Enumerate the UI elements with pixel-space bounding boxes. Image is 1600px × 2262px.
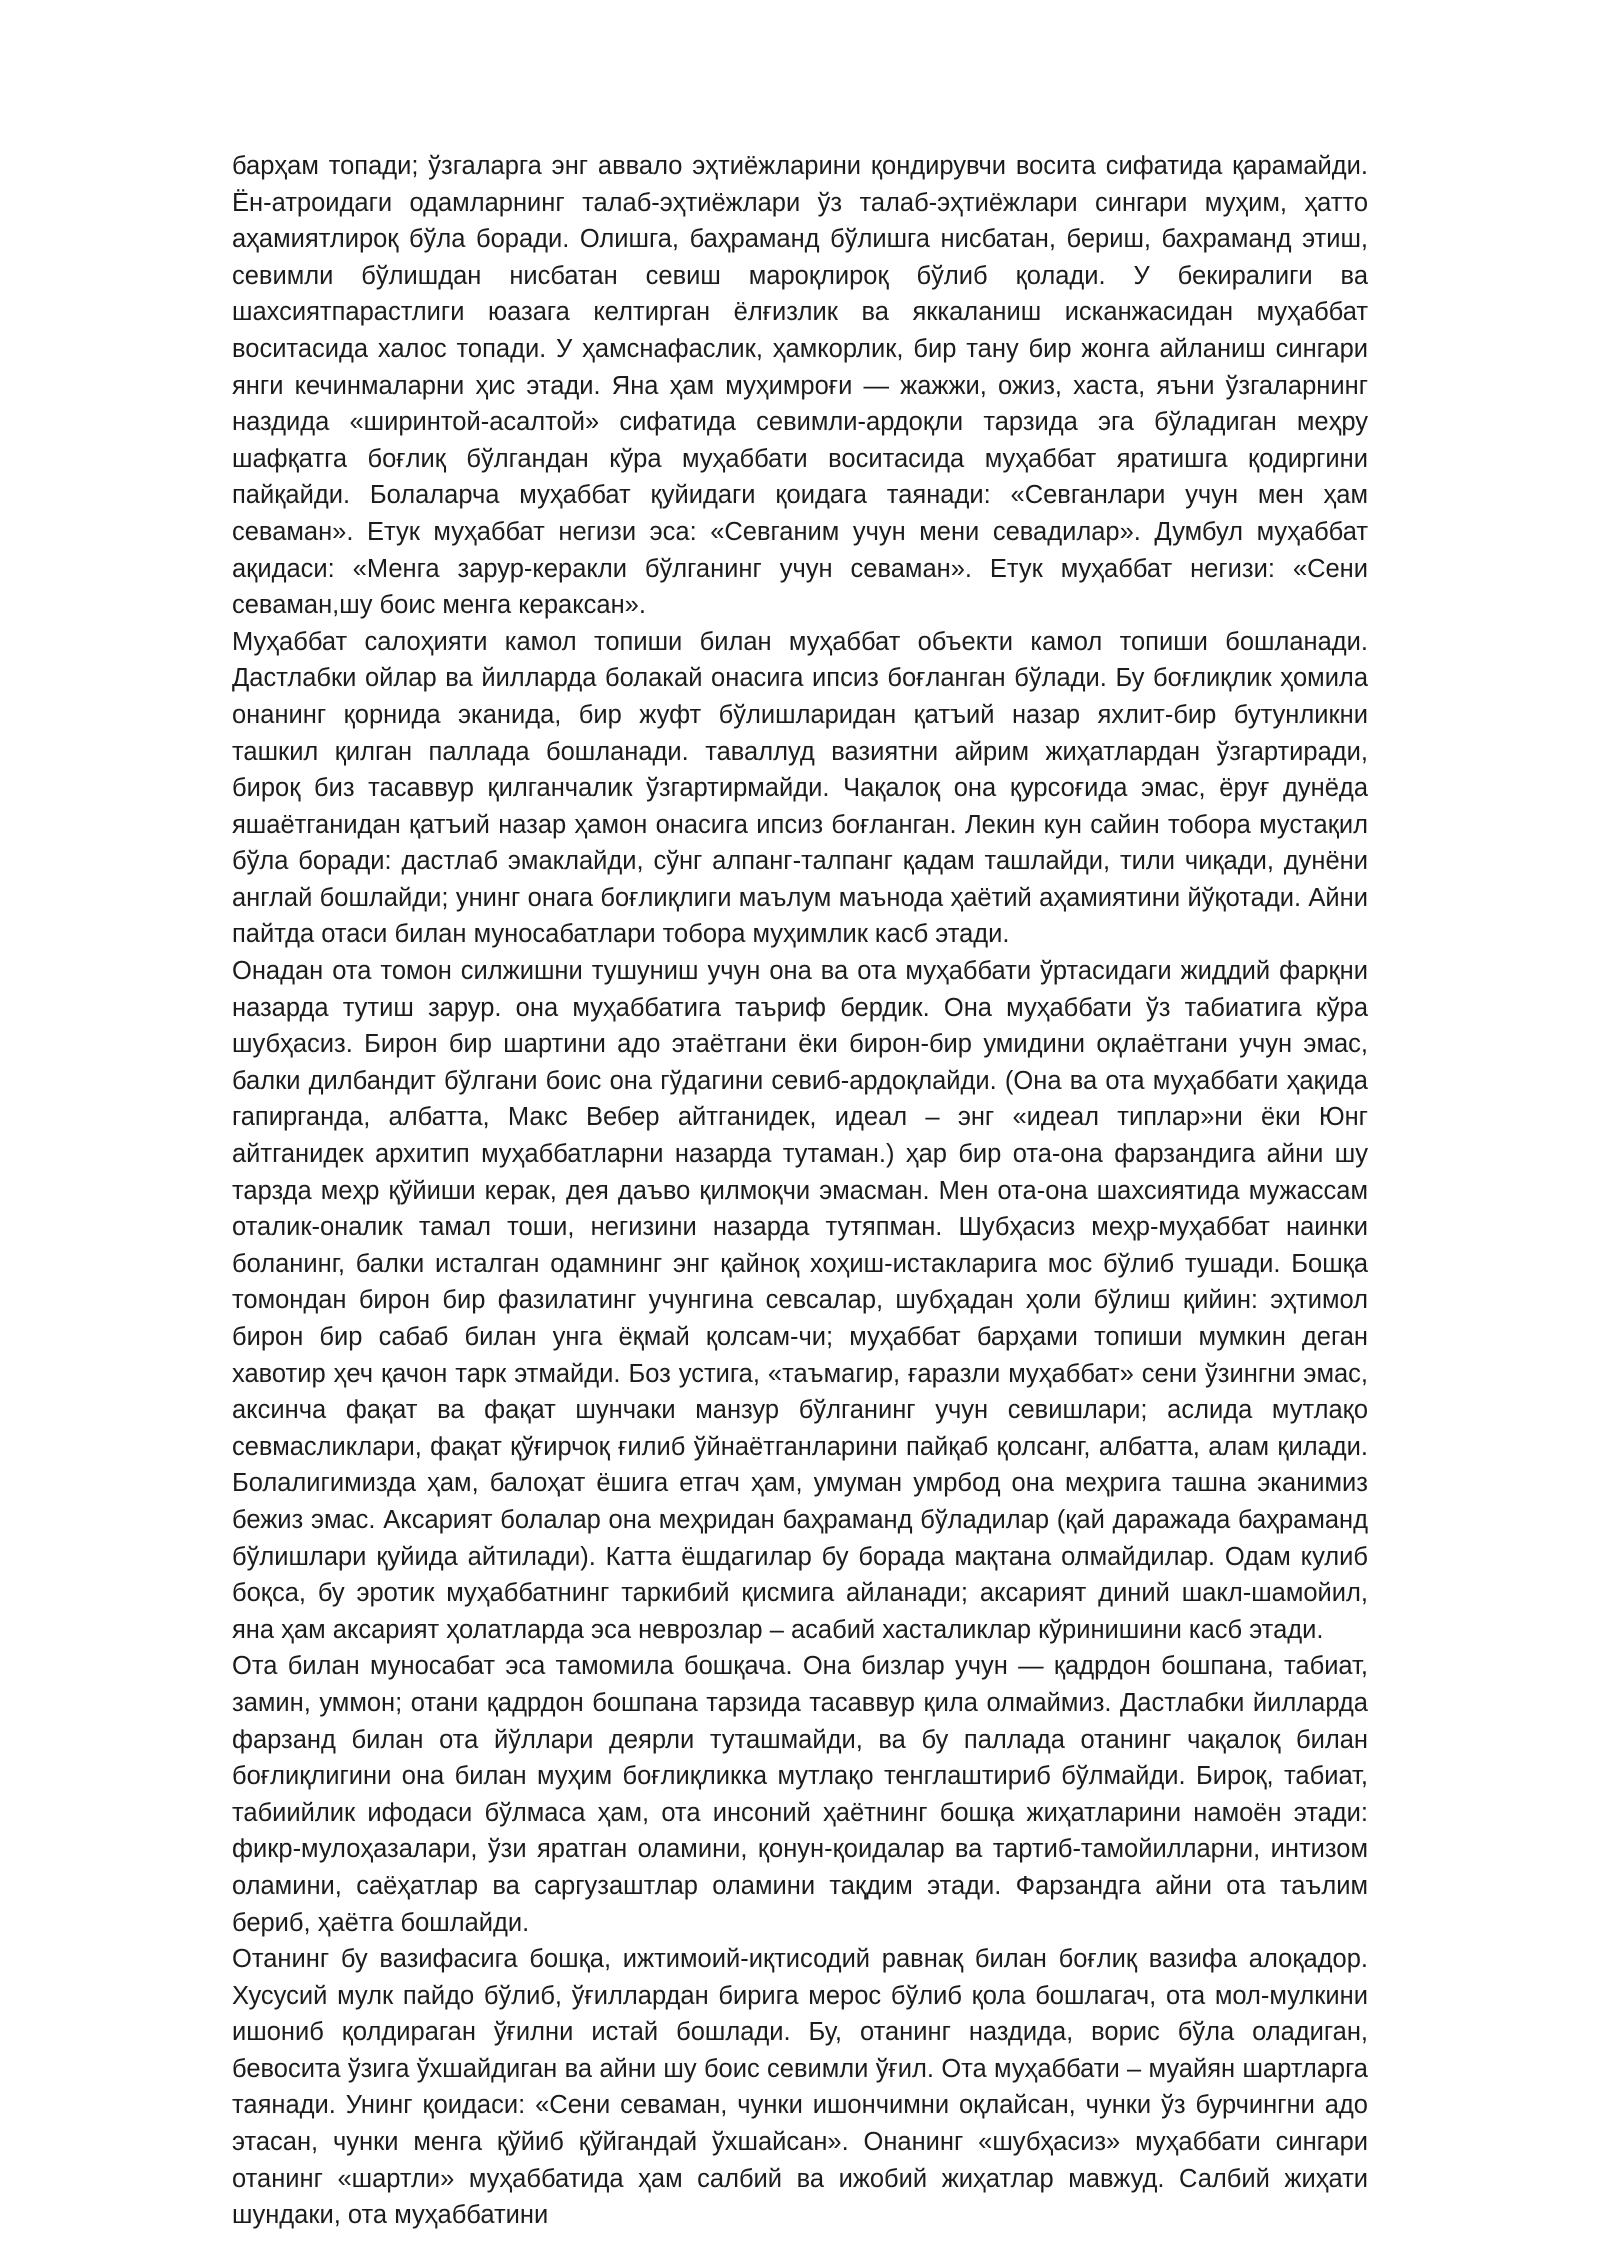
paragraph: Ота билан муносабат эса тамомила бошқача. Она бизлар учун — қадрдон бошпана, табиат, замин, уммон; отани қадрдон бошпана тарзида тасаввур қила олмаймиз. Дастлабки йилларда фарзанд билан ота йўллари деярли туташмайди, ва бу паллада отанинг чақалоқ билан боғлиқлигини она билан муҳим боғлиқликка мутлақо тенглаштириб бўлмайди. Бироқ, табиат, табиийлик ифодаси бўлмаса ҳам, ота инсоний ҳаётнинг бошқа жиҳатларини намоён этади: фикр-мулоҳазалари, ўзи яратган оламини, қонун-қоидалар ва тартиб-тамойилларни, интизом оламини, саёҳатлар ва саргузаштлар оламини тақдим этади. Фарзандга айни ота таълим бериб, ҳаётга бошлайди. [232,1652,1368,1937]
document-body [232,148,1368,2234]
paragraph: барҳам топади; ўзгаларга энг аввало эҳтиёжларини қондирувчи восита сифатида қарамайди. Ён-атроидаги одамларнинг талаб-эҳтиёжлари ўз талаб-эҳтиёжлари сингари муҳим, ҳатто аҳамиятлироқ бўла боради. Олишга, баҳраманд бўлишга нисбатан, бериш, бахраманд этиш, севимли бўлишдан нисбатан севиш мароқлироқ бўлиб қолади. У бекиралиги ва шахсиятпарастлиги юазага келтирган ёлғизлик ва яккаланиш исканжасидан муҳаббат воситасида халос топади. У ҳамснафаслик, ҳамкорлик, бир тану бир жонга айланиш сингари янги кечинмаларни ҳис этади. Яна ҳам муҳимроғи — жажжи, ожиз, хаста, яъни ўзгаларнинг наздида «ширинтой-асалтой» сифатида севимли-ардоқли тарзида эга бўладиган меҳру шафқатга боғлиқ бўлгандан кўра муҳаббати воситасида муҳаббат яратишга қодиргини пайқайди. Болаларча муҳаббат қуйидаги қоидага таянади: «Севганлари учун мен ҳам севаман». Етук муҳаббат негизи эса: «Севганим учун мени севадилар». Думбул муҳаббат ақидаси: «Менга зарур-керакли бўлганинг учун севаман». Етук муҳаббат негизи: «Сени севаман,шу боис менга кераксан». [232,152,1368,620]
paragraph: Онадан ота томон силжишни тушуниш учун она ва ота муҳаббати ўртасидаги жиддий фарқни назарда тутиш зарур. она муҳаббатига таъриф бердик. Она муҳаббати ўз табиатига кўра шубҳасиз. Бирон бир шартини адо этаётгани ёки бирон-бир умидини оқлаётгани учун эмас, балки дилбандит бўлгани боис она гўдагини севиб-ардоқлайди. (Она ва ота муҳаббати ҳақида гапирганда, албатта, Макс Вебер айтганидек, идеал – энг «идеал типлар»ни ёки Юнг айтганидек архитип муҳаббатларни назарда тутаман.) ҳар бир ота-она фарзандига айни шу тарзда меҳр қўйиши керак, дея даъво қилмоқчи эмасман. Мен ота-она шахсиятида мужассам оталик-оналик тамал тоши, негизини назарда тутяпман. Шубҳасиз меҳр-муҳаббат наинки боланинг, балки исталган одамнинг энг қайноқ хоҳиш-истакларига мос бўлиб тушади. Бошқа томондан бирон бир фазилатинг учунгина севсалар, шубҳадан ҳоли бўлиш қийин: эҳтимол бирон бир сабаб билан унга ёқмай қолсам-чи; муҳаббат барҳами топиши мумкин деган хавотир ҳеч қачон тарк этмайди. Боз устига, «таъмагир, ғаразли муҳаббат» сени ўзингни эмас, аксинча фақат ва фақат шунчаки манзур бўлганинг учун севишлари; аслида мутлақо севмасликлари, фақат қўғирчоқ ғилиб ўйнаётганларини пайқаб қолсанг, албатта, алам қилади. Болалигимизда ҳам, балоҳат ёшига етгач ҳам, умуман умрбод она меҳрига ташна эканимиз бежиз эмас. Аксарият болалар она меҳридан баҳраманд бўладилар (қай даражада баҳраманд бўлишлари қуйида айтилади). Катта ёшдагилар бу борада мақтана олмайдилар. Одам кулиб боқса, бу эротик муҳаббатнинг таркибий қисмига айланади; аксарият диний шакл-шамойил, яна ҳам аксарият ҳолатларда эса неврозлар – асабий хасталиклар кўринишини касб этади. [232,957,1368,1644]
paragraph: Муҳаббат салоҳияти камол топиши билан муҳаббат объекти камол топиши бошланади. Дастлабки ойлар ва йилларда болакай онасига ипсиз боғланган бўлади. Бу боғлиқлик ҳомила онанинг қорнида эканида, бир жуфт бўлишларидан қатъий назар яхлит-бир бутунликни ташкил қилган паллада бошланади. таваллуд вазиятни айрим жиҳатлардан ўзгартиради, бироқ биз тасаввур қилганчалик ўзгартирмайди. Чақалоқ она қурсоғида эмас, ёруғ дунёда яшаётганидан қатъий назар ҳамон онасига ипсиз боғланган. Лекин кун сайин тобора мустақил бўла боради: дастлаб эмаклайди, сўнг алпанг-талпанг қадам ташлайди, тили чиқади, дунёни англай бошлайди; унинг онага боғлиқлиги маълум маънода ҳаётий аҳамиятини йўқотади. Айни пайтда отаси билан муносабатлари тобора муҳимлик касб этади. [232,627,1368,949]
paragraph: Отанинг бу вазифасига бошқа, ижтимоий-иқтисодий равнақ билан боғлиқ вазифа алоқадор. Хусусий мулк пайдо бўлиб, ўғиллардан бирига мерос бўлиб қола бошлагач, ота мол-мулкини ишониб қолдираган ўғилни истай бошлади. Бу, отанинг наздида, ворис бўла оладиган, бевосита ўзига ўхшайдиган ва айни шу боис севимли ўғил. Ота муҳаббати – муайян шартларга таянади. Унинг қоидаси: «Сени севаман, чунки ишончимни оқлайсан, чунки ўз бурчингни адо этасан, чунки менга қўйиб қўйгандай ўхшайсан». Онанинг «шубҳасиз» муҳаббати сингари отанинг «шартли» муҳаббатида ҳам салбий ва ижобий жиҳатлар мавжуд. Салбий жиҳати шундаки, ота муҳаббатини [232,1945,1368,2230]
